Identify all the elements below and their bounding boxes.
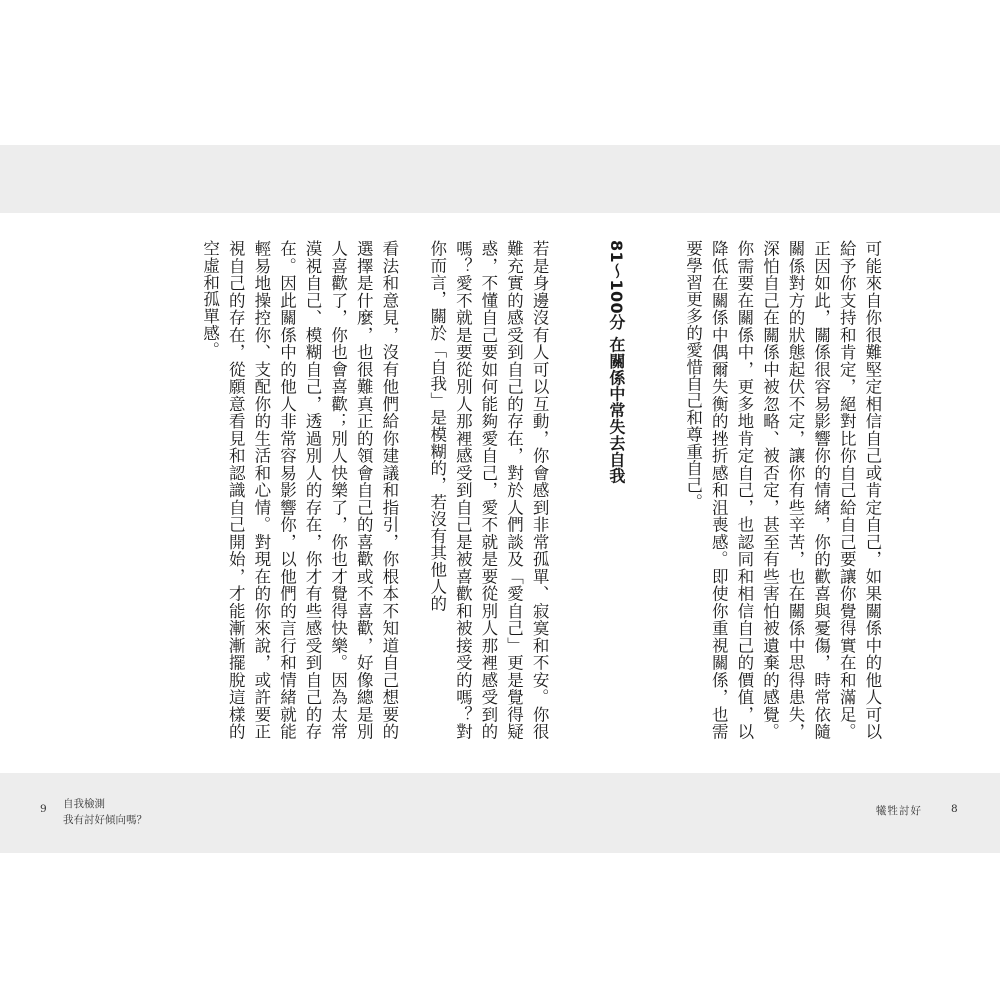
right-running-head: 犧牲討好 <box>876 805 922 817</box>
left-page-text <box>200 240 453 740</box>
right-paragraph-1: 可能來自你很難堅定相信自己或肯定自己，如果關係中的他人可以給予你支持和肯定，絕對比你自己給自己要讓你覺得實在和滿足。正因如此，關係很容易影響你的情緒，你的歡喜與憂傷，時常依隨關係對方的狀態起伏不定，讓你有些辛苦，也在關係中思得患失，深怕自己在關係中被忽略、被否定，甚至有些害怕被遺棄的感覺。你需要在關係中，更多地肯定自己，也認同和相信自己的價值，以降低在關係中偶爾失衡的挫折感和沮喪感。即使你重視關係，也需要學習更多的愛惜自己和尊重自己。 <box>683 240 882 740</box>
section-heading: 81～100分 在關係中常失去自我 <box>606 240 626 485</box>
top-background-band <box>0 145 1000 213</box>
right-page-number: 8 <box>951 803 958 815</box>
right-paragraph-2: 若是身邊沒有人可以互動，你會感到非常孤單、寂寞和不安。你很難充實的感受到自己的存在，對於人們談及「愛自己」更是覺得疑惑，不懂自己要如何能夠愛自己，愛不就是要從別人那裡感受到的嗎？愛不就是要從別人那裡感受到自己是被喜歡和被接受的嗎？對你而言，關於「自我」是模糊的，若沒有其他人的 <box>427 240 550 740</box>
left-running-head-line-2: 我有討好傾向嗎？ <box>63 814 147 826</box>
left-paragraph-1: 看法和意見，沒有他們給你建議和指引，你根本不知道自己想要的選擇是什麼，也很難真正的領會自己的喜歡或不喜歡，好像總是別人喜歡了，你也會喜歡；別人快樂了，你也才覺得快樂。因為太常漠視自己、模糊自己，透過別人的存在，你才有些感受到自己的存在。因此關係中的他人非常容易影響你，以他們的言行和情緒就能輕易地操控你、支配你的生活和心情。對現在的你來說，或許要正視自己的存在，從願意看見和認識自己開始，才能漸漸擺脫這樣的空虛和孤單感。 <box>200 240 399 740</box>
bottom-background-band <box>0 773 1000 853</box>
right-page-text <box>427 240 936 740</box>
left-running-head-line-1: 自我檢測 <box>63 798 105 810</box>
left-page-number: 9 <box>40 803 47 815</box>
